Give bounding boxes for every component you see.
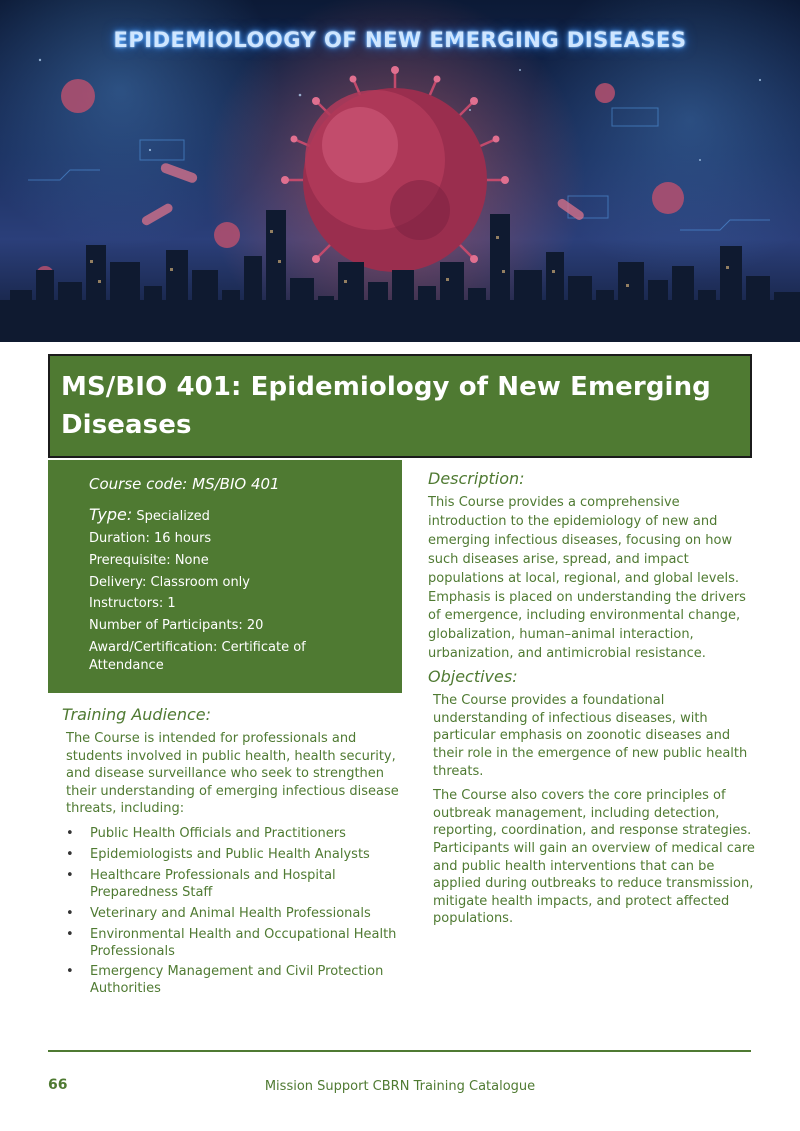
list-item	[62, 927, 402, 961]
objectives-paragraph-2: The Course also covers the core principles of outbreak management, including detection, reporting, coordination, and response strategies. Participants will gain an overview of medical care and public health interventions that can be applied during outbreaks to reduce transmission, mitigate health impacts, and protect affected populations.	[433, 788, 755, 927]
audience-item-text: Environmental Health and Occupational Health Professionals	[90, 926, 397, 959]
course-participants: Number of Participants: 20	[89, 618, 264, 634]
course-code: Course code: MS/BIO 401	[89, 475, 280, 493]
audience-item-text: Epidemiologists and Public Health Analysts	[90, 846, 370, 862]
objectives-heading: Objectives:	[428, 667, 518, 687]
description-text: This Course provides a comprehensive introduction to the epidemiology of new and emerging infectious diseases, focusing on how such diseases arise, spread, and impact populations at local, regional, and global levels. Emphasis is placed on understanding the drivers of emergence, including environmental change, globalization, human–animal interaction, urbanization, and antimicrobial resistance.	[428, 495, 746, 662]
hero-banner	[0, 0, 800, 342]
list-item	[62, 868, 402, 902]
bullet-icon: •	[66, 867, 74, 883]
course-title-bar	[48, 354, 752, 458]
audience-list	[62, 826, 402, 998]
bullet-icon: •	[66, 825, 74, 841]
training-audience-intro: The Course is intended for professionals and students involved in public health, health security, and disease surveillance who seek to strengthen their understanding of emerging infectious disease threats, including:	[66, 731, 399, 817]
right-column	[428, 469, 758, 935]
list-item	[62, 964, 402, 998]
bullet-icon: •	[66, 964, 74, 980]
audience-item-text: Public Health Officials and Practitioners	[90, 825, 346, 841]
course-title: MS/BIO 401: Epidemiology of New Emerging Diseases	[61, 372, 711, 440]
hero-title: EPIDEMIOLOOGY OF NEW EMERGING DISEASES	[113, 28, 687, 52]
footer-divider	[48, 1050, 751, 1052]
training-audience-heading: Training Audience:	[62, 705, 212, 724]
audience-item-text: Emergency Management and Civil Protection Authorities	[90, 964, 384, 997]
course-type-value: Specialized	[136, 509, 210, 524]
course-duration: Duration: 16 hours	[89, 531, 212, 546]
footer-catalogue-title: Mission Support CBRN Training Catalogue	[264, 1079, 536, 1094]
description-heading: Description:	[428, 469, 525, 488]
course-prerequisite: Prerequisite: None	[89, 552, 209, 568]
course-info-box	[48, 460, 402, 693]
list-item	[62, 826, 402, 843]
course-instructors: Instructors: 1	[89, 596, 176, 612]
audience-item-text: Veterinary and Animal Health Professionals	[90, 905, 371, 921]
objectives-paragraph-1: The Course provides a foundational understanding of infectious diseases, with particular emphasis on zoonotic diseases and their role in the emergence of new public health threats.	[433, 693, 748, 779]
list-item	[62, 906, 402, 923]
course-award: Award/Certification: Certificate of Attendance	[89, 639, 306, 673]
list-item	[62, 847, 402, 864]
page-number: 66	[48, 1077, 68, 1093]
course-type-label: Type:	[89, 505, 133, 524]
bullet-icon: •	[66, 846, 74, 862]
virus-icon	[281, 66, 509, 288]
training-audience-section	[62, 705, 402, 1002]
course-delivery: Delivery: Classroom only	[89, 574, 250, 590]
bullet-icon: •	[66, 905, 74, 921]
course-type	[89, 505, 382, 527]
bullet-icon: •	[66, 926, 74, 942]
audience-item-text: Healthcare Professionals and Hospital Preparedness Staff	[90, 867, 336, 900]
